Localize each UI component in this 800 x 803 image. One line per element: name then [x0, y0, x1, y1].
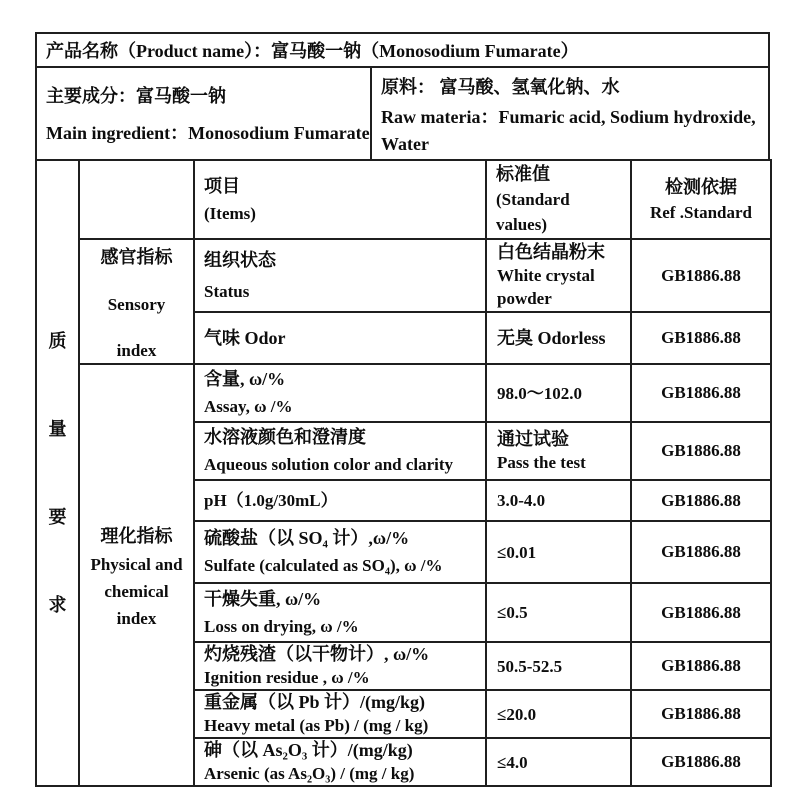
ref-heavy-metal: GB1886.88 [631, 690, 771, 738]
ref-aqueous-solution: GB1886.88 [631, 422, 771, 480]
item-ignition-residue: 灼烧残渣（以干物计）, ω/% Ignition residue , ω /% [194, 642, 486, 690]
item-odor: 气味 Odor [194, 312, 486, 364]
ingredient-raw-row [35, 68, 770, 159]
quality-requirements-table [35, 159, 772, 787]
item-arsenic: 砷（以 As₂O₃ 计）/(mg/kg) Arsenic (as As₂O₃) / (mg / kg) [194, 738, 486, 786]
ref-ignition-residue: GB1886.88 [631, 642, 771, 690]
ref-odor: GB1886.88 [631, 312, 771, 364]
raw-material-en2: Water [381, 133, 429, 154]
raw-material-en1: Raw materia：Fumaric acid, Sodium hydroxide, [381, 107, 756, 127]
raw-material-zh: 原料： 富马酸、氢氧化钠、水 [381, 76, 620, 97]
quality-requirement-vertical-label: 质 量 要 求 [36, 160, 79, 786]
table-header-row [36, 160, 771, 239]
value-aqueous-solution: 通过试验 Pass the test [486, 422, 631, 480]
ref-standard-column-header: 检测依据 Ref .Standard [631, 160, 771, 239]
standard-values-column-header: 标准值 (Standard values) [486, 160, 631, 239]
main-ingredient-zh: 主要成分：富马酸一钠 [46, 86, 226, 106]
ref-assay: GB1886.88 [631, 364, 771, 422]
sensory-index-group-label: 感官指标 Sensory index [79, 239, 194, 364]
raw-material-cell [372, 68, 768, 159]
value-assay: 98.0～102.0 [486, 364, 631, 422]
value-odor: 无臭 Odorless [486, 312, 631, 364]
table-row [36, 239, 771, 312]
table-row [36, 364, 771, 422]
item-heavy-metal: 重金属（以 Pb 计）/(mg/kg) Heavy metal (as Pb) / (mg / kg) [194, 690, 486, 738]
main-ingredient-cell [37, 68, 372, 159]
value-heavy-metal: ≤20.0 [486, 690, 631, 738]
item-assay: 含量, ω/% Assay, ω /% [194, 364, 486, 422]
items-column-header: 项目 (Items) [194, 160, 486, 239]
value-ignition-residue: 50.5-52.5 [486, 642, 631, 690]
ref-status: GB1886.88 [631, 239, 771, 312]
item-ph: pH（1.0g/30mL） [194, 480, 486, 521]
value-ph: 3.0-4.0 [486, 480, 631, 521]
product-name-text: 产品名称（Product name）：富马酸一钠（Monosodium Fumarate） [46, 41, 579, 61]
ref-ph: GB1886.88 [631, 480, 771, 521]
item-sulfate: 硫酸盐（以 SO₄ 计）,ω/% Sulfate (calculated as SO₄), ω /% [194, 521, 486, 583]
item-loss-on-drying: 干燥失重, ω/% Loss on drying, ω /% [194, 583, 486, 642]
ref-loss-on-drying: GB1886.88 [631, 583, 771, 642]
empty-header-cell [79, 160, 194, 239]
ref-arsenic: GB1886.88 [631, 738, 771, 786]
ref-sulfate: GB1886.88 [631, 521, 771, 583]
value-loss-on-drying: ≤0.5 [486, 583, 631, 642]
value-arsenic: ≤4.0 [486, 738, 631, 786]
item-aqueous-solution: 水溶液颜色和澄清度 Aqueous solution color and clarity [194, 422, 486, 480]
item-status: 组织状态 Status [194, 239, 486, 312]
spec-sheet [35, 32, 770, 787]
value-sulfate: ≤0.01 [486, 521, 631, 583]
main-ingredient-en: Main ingredient：Monosodium Fumarate [46, 123, 370, 143]
product-name-row [35, 32, 770, 68]
physical-chemical-index-group-label: 理化指标 Physical and chemical index [79, 364, 194, 786]
value-status: 白色结晶粉末 White crystal powder [486, 239, 631, 312]
